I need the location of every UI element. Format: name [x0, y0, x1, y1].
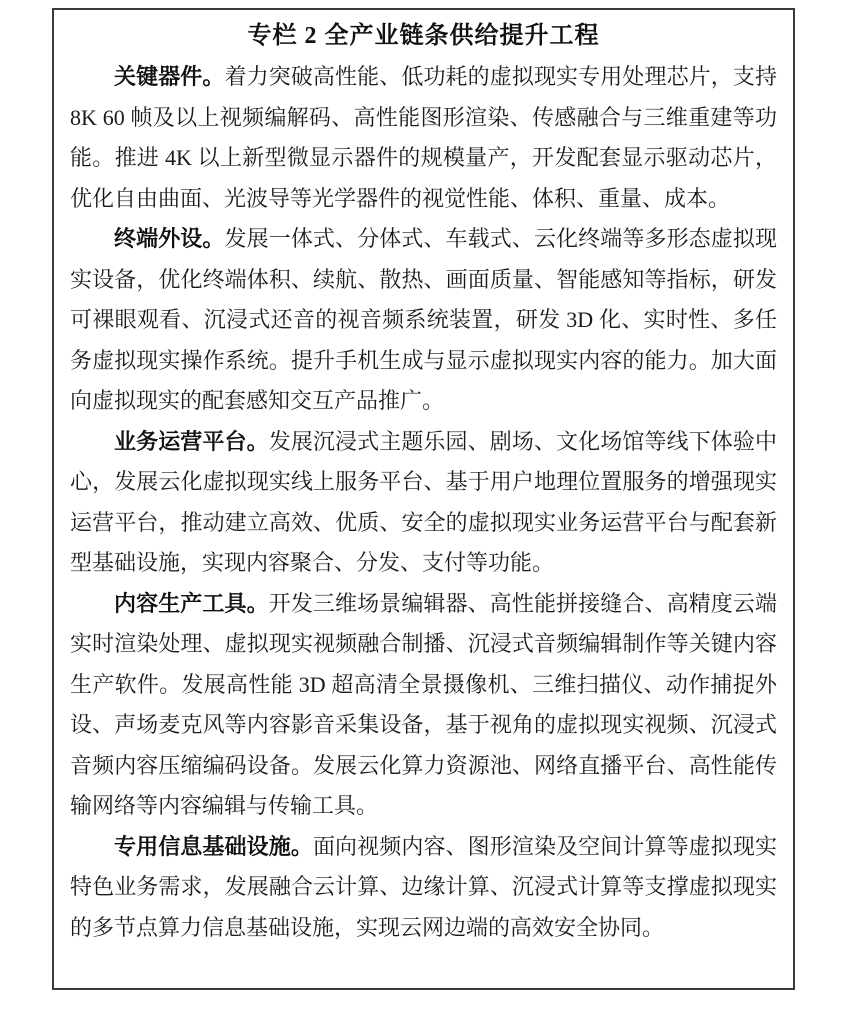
paragraph-terminal-peripherals-text: 发展一体式、分体式、车载式、云化终端等多形态虚拟现实设备，优化终端体积、续航、散热、画面质量、智能感知等指标，研发可裸眼观看、沉浸式还音的视音频系统装置，研发 3D 化、实时性、多任务虚拟现实操作系统。提升手机生成与显示虚拟现实内容的能力。加大面向虚拟现实的配套感知交互产品推广。 [70, 226, 777, 413]
paragraph-key-components-text: 着力突破高性能、低功耗的虚拟现实专用处理芯片，支持 8K 60 帧及以上视频编解码、高性能图形渲染、传感融合与三维重建等功能。推进 4K 以上新型微显示器件的规模量产，开发配套显示驱动芯片，优化自由曲面、光波导等光学器件的视觉性能、体积、重量、成本。 [70, 64, 777, 211]
paragraph-key-components [70, 57, 777, 219]
paragraph-business-operation-platform [70, 422, 777, 584]
paragraph-dedicated-info-infrastructure [70, 827, 777, 949]
paragraph-content-production-tools-lead: 内容生产工具。 [114, 590, 269, 616]
paragraph-content-production-tools [70, 584, 777, 827]
paragraph-content-production-tools-text: 开发三维场景编辑器、高性能拼接缝合、高精度云端实时渲染处理、虚拟现实视频融合制播、沉浸式音频编辑制作等关键内容生产软件。发展高性能 3D 超高清全景摄像机、三维扫描仪、动作捕捉外设、声场麦克风等内容影音采集设备，基于视角的虚拟现实视频、沉浸式音频内容压缩编码设备。发展云化算力资源池、网络直播平台、高性能传输网络等内容编辑与传输工具。 [70, 590, 777, 818]
paragraph-dedicated-info-infrastructure-lead: 专用信息基础设施。 [114, 833, 313, 859]
paragraph-terminal-peripherals [70, 219, 777, 422]
column-title: 专栏 2 全产业链条供给提升工程 [247, 23, 600, 49]
paragraph-business-operation-platform-text: 发展沉浸式主题乐园、剧场、文化场馆等线下体验中心，发展云化虚拟现实线上服务平台、基于用户地理位置服务的增强现实运营平台，推动建立高效、优质、安全的虚拟现实业务运营平台与配套新型基础设施，实现内容聚合、分发、支付等功能。 [70, 428, 777, 575]
column-2-text-box [52, 8, 795, 990]
paragraph-key-components-lead: 关键器件。 [114, 64, 225, 89]
paragraph-terminal-peripherals-lead: 终端外设。 [114, 226, 225, 251]
paragraph-dedicated-info-infrastructure-text: 面向视频内容、图形渲染及空间计算等虚拟现实特色业务需求，发展融合云计算、边缘计算、沉浸式计算等支撑虚拟现实的多节点算力信息基础设施，实现云网边端的高效安全协同。 [70, 833, 777, 940]
paragraph-business-operation-platform-lead: 业务运营平台。 [114, 428, 269, 454]
